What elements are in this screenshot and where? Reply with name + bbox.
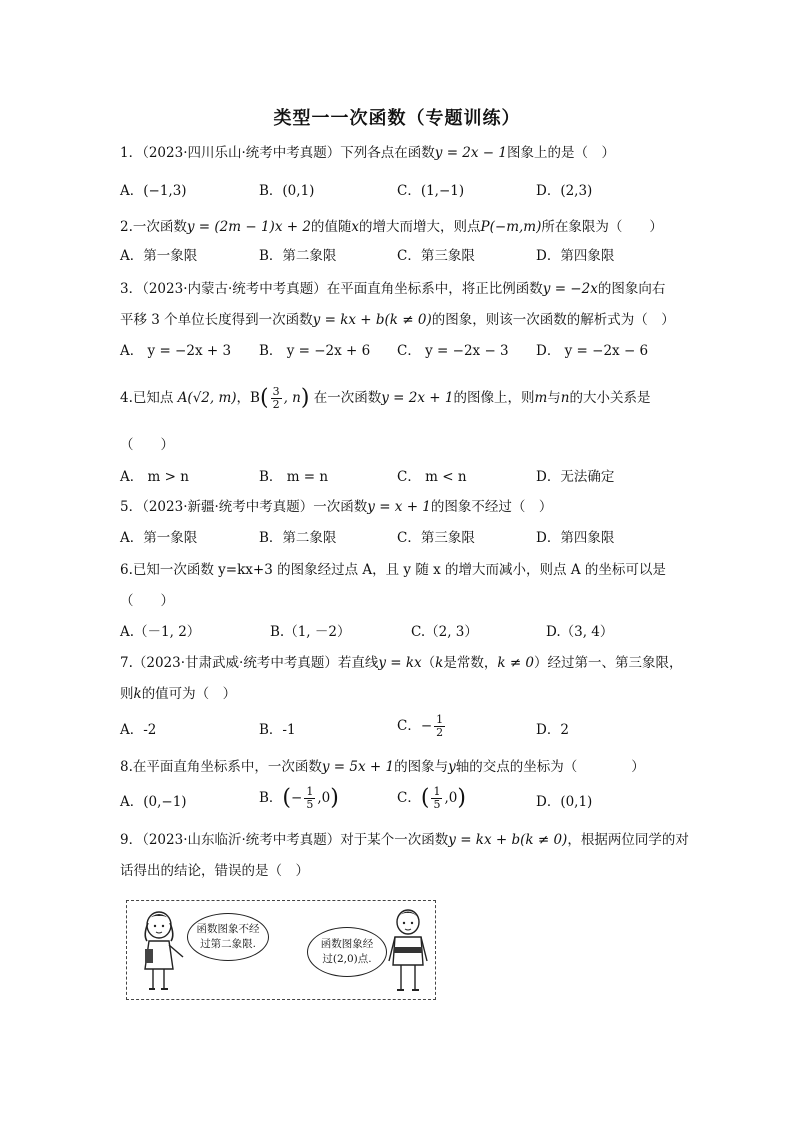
q4-option-d[interactable]: D．无法确定 [536, 469, 615, 485]
q8-b-fraction [304, 786, 315, 811]
q1-tail: 图象上的是（ ） [507, 145, 615, 161]
q5-expr: y = x + 1 [367, 499, 431, 515]
q8-text-c: 轴的交点的坐标为（ ） [455, 759, 645, 775]
q2-text-a: 2.一次函数 [120, 219, 187, 235]
q1-text: 1．（2023·四川乐山·统考中考真题）下列各点在函数 [120, 145, 435, 161]
q5-stem [120, 497, 552, 517]
q2-stem [120, 217, 663, 237]
q8-c-frac-num: 1 [433, 785, 441, 798]
q4-text-c: 的图像上，则 [453, 390, 535, 406]
q8-option-b[interactable] [259, 786, 339, 811]
q4-paren-open: ( [259, 385, 269, 411]
left-speech-bubble [187, 913, 269, 961]
q4-expr: y = 2x + 1 [381, 390, 454, 406]
q2-text-b: 的值随 [310, 219, 352, 235]
boy-figure-icon [385, 905, 431, 995]
q7-stem-line2 [120, 684, 236, 704]
q1-option-c[interactable]: C．(1,−1) [397, 183, 465, 199]
q6-stem: 6.已知一次函数 y=kx+3 的图象经过点 A，且 y 随 x 的增大而减小，则点 A 的坐标可以是 [120, 562, 666, 578]
q8-b-frac-num: 1 [306, 785, 314, 798]
q2-text-d: 所在象限为（ ） [541, 219, 663, 235]
q7-cond: k ≠ 0 [497, 655, 535, 671]
q3-option-c[interactable]: C． y = −2x − 3 [397, 343, 509, 359]
q4-frac-den: 2 [272, 398, 280, 411]
q2-var: x [351, 219, 360, 235]
q4-frac-num: 3 [272, 385, 280, 398]
q3-text-d: 的图象，则该一次函数的解析式为（ ） [431, 312, 675, 328]
q8-b-paren-open: ( [282, 785, 292, 811]
q8-option-c[interactable] [397, 786, 466, 811]
q3-expr2: y = kx + b(k ≠ 0) [312, 312, 432, 328]
q7-text-c: 是常数， [443, 655, 498, 671]
q7-text-b: （ [421, 655, 436, 671]
q1-option-d[interactable]: D．(2,3) [536, 183, 593, 199]
q8-b-tail: ,0 [317, 790, 331, 806]
q6-option-b[interactable]: B.（1, －2） [270, 624, 351, 640]
q7-text-a: 7.（2023·甘肃武威·统考中考真题）若直线 [120, 655, 379, 671]
q7-text-d: ）经过第一、第三象限， [534, 655, 683, 671]
q3-text-a: 3．（2023·内蒙古·统考中考真题）在平面直角坐标系中，将正比例函数 [120, 281, 543, 297]
q3-stem-line1 [120, 279, 665, 299]
q5-option-c[interactable]: C．第三象限 [397, 530, 475, 546]
q8-c-paren-close: ) [457, 785, 466, 811]
q4-var-n: n [560, 390, 570, 406]
right-bubble-line1: 函数图象经 [320, 938, 374, 950]
q8-option-d[interactable]: D．(0,1) [536, 794, 593, 810]
q8-expr: y = 5x + 1 [321, 759, 395, 775]
q6-option-c[interactable]: C.（2, 3） [411, 624, 478, 640]
q4-paren-close: ) [300, 385, 310, 411]
q8-option-b-label: B． [259, 790, 283, 806]
q1-stem [120, 143, 615, 163]
q3-text-b: 的图象向右 [597, 281, 666, 297]
q9-stem-line2: 话得出的结论，错误的是（ ） [120, 863, 309, 879]
q5-tail: 的图象不经过（ ） [430, 499, 553, 515]
q3-stem-line2 [120, 310, 675, 330]
q2-point: P(−m,m) [480, 219, 542, 235]
q4-option-a[interactable]: A． m > n [120, 469, 189, 485]
q1-option-b[interactable]: B．(0,1) [259, 183, 315, 199]
q7-option-c[interactable] [397, 714, 447, 739]
q6-option-d[interactable]: D.（3, 4） [546, 624, 614, 640]
q4-blank: （ ） [120, 437, 174, 453]
q7-var-k: k [435, 655, 444, 671]
q4-option-b[interactable]: B． m = n [259, 469, 329, 485]
q3-expr1: y = −2x [542, 281, 598, 297]
q8-stem [120, 757, 645, 777]
q4-var-m: m [534, 390, 548, 406]
q2-expr: y = (2m − 1)x + 2 [186, 219, 311, 235]
q7-text-e: 则 [120, 686, 134, 702]
q8-b-frac-den: 5 [306, 798, 314, 811]
q6-option-a[interactable]: A.（－1, 2） [120, 624, 201, 640]
q9-text-a: 9．（2023·山东临沂·统考中考真题）对于某个一次函数 [120, 832, 449, 848]
q4-point-b-var: , n [283, 390, 301, 406]
q5-option-b[interactable]: B．第二象限 [259, 530, 337, 546]
q8-c-frac-den: 5 [433, 798, 441, 811]
q8-b-paren-close: ) [330, 785, 339, 811]
q7-option-c-label: C．− [397, 718, 433, 734]
q8-c-tail: ,0 [444, 790, 458, 806]
q2-text-c: 的增大而增大，则点 [359, 219, 481, 235]
q9-text-b: ，根据两位同学的对 [567, 832, 689, 848]
q7-option-a[interactable]: A．-2 [120, 722, 157, 738]
q7-option-d[interactable]: D．2 [536, 722, 569, 738]
q8-text-b: 的图象与 [394, 759, 449, 775]
q8-b-sign: − [291, 790, 303, 806]
q9-expr: y = kx + b(k ≠ 0) [448, 832, 568, 848]
q7-stem-line1 [120, 653, 683, 673]
page-title: 类型一一次函数（专题训练） [273, 108, 521, 129]
q4-text-a: 4.已知点 [120, 390, 174, 406]
q7-text-f: 的值可为（ ） [141, 686, 237, 702]
q7-frac-num: 1 [436, 713, 444, 726]
girl-figure-icon [131, 907, 187, 995]
q4-text-d: 与 [547, 390, 561, 406]
q7-expr: y = kx [378, 655, 422, 671]
q4-option-c[interactable]: C． m < n [397, 469, 467, 485]
q7-frac-den: 2 [436, 726, 444, 739]
q5-text: 5．（2023·新疆·统考中考真题）一次函数 [120, 499, 368, 515]
q8-c-fraction [431, 786, 442, 811]
q4-point-a: A(√2, m) [177, 390, 237, 406]
q2-option-b[interactable]: B．第二象限 [259, 248, 337, 264]
q1-expr: y = 2x − 1 [434, 145, 507, 161]
q4-text-e: 的大小关系是 [569, 390, 651, 406]
q7-option-c-fraction [434, 714, 445, 739]
q3-option-b[interactable]: B． y = −2x + 6 [259, 343, 371, 359]
q6-blank: （ ） [120, 593, 174, 609]
q4-stem [120, 386, 650, 411]
q4-fraction [271, 386, 282, 411]
q9-stem-line1 [120, 830, 689, 850]
q8-text-a: 8.在平面直角坐标系中，一次函数 [120, 759, 322, 775]
q7-option-b[interactable]: B．-1 [259, 722, 296, 738]
q2-option-d[interactable]: D．第四象限 [536, 248, 615, 264]
left-bubble-line1: 函数图象不经 [196, 923, 260, 935]
q8-c-paren-open: ( [420, 785, 430, 811]
q3-text-c: 平移 3 个单位长度得到一次函数 [120, 312, 313, 328]
q3-option-d[interactable]: D． y = −2x − 6 [536, 343, 649, 359]
q8-option-a[interactable]: A．(0,−1) [120, 794, 187, 810]
q8-var-y: y [448, 759, 456, 775]
q9-dialog-figure [126, 900, 436, 1000]
q4-text-b: 在一次函数 [313, 390, 382, 406]
q5-option-d[interactable]: D．第四象限 [536, 530, 615, 546]
q2-option-a[interactable]: A．第一象限 [120, 248, 198, 264]
q5-option-a[interactable]: A．第一象限 [120, 530, 198, 546]
q3-option-a[interactable]: A． y = −2x + 3 [120, 343, 232, 359]
right-speech-bubble [307, 927, 387, 977]
q1-option-a[interactable]: A．(−1,3) [120, 183, 187, 199]
q2-option-c[interactable]: C．第三象限 [397, 248, 475, 264]
right-bubble-line2: 过(2,0)点. [322, 953, 372, 965]
q4-point-b-prefix: ，B [236, 390, 260, 406]
q8-option-c-label: C． [397, 790, 421, 806]
left-bubble-line2: 过第二象限. [200, 938, 256, 950]
q7-var-k-2: k [133, 686, 142, 702]
